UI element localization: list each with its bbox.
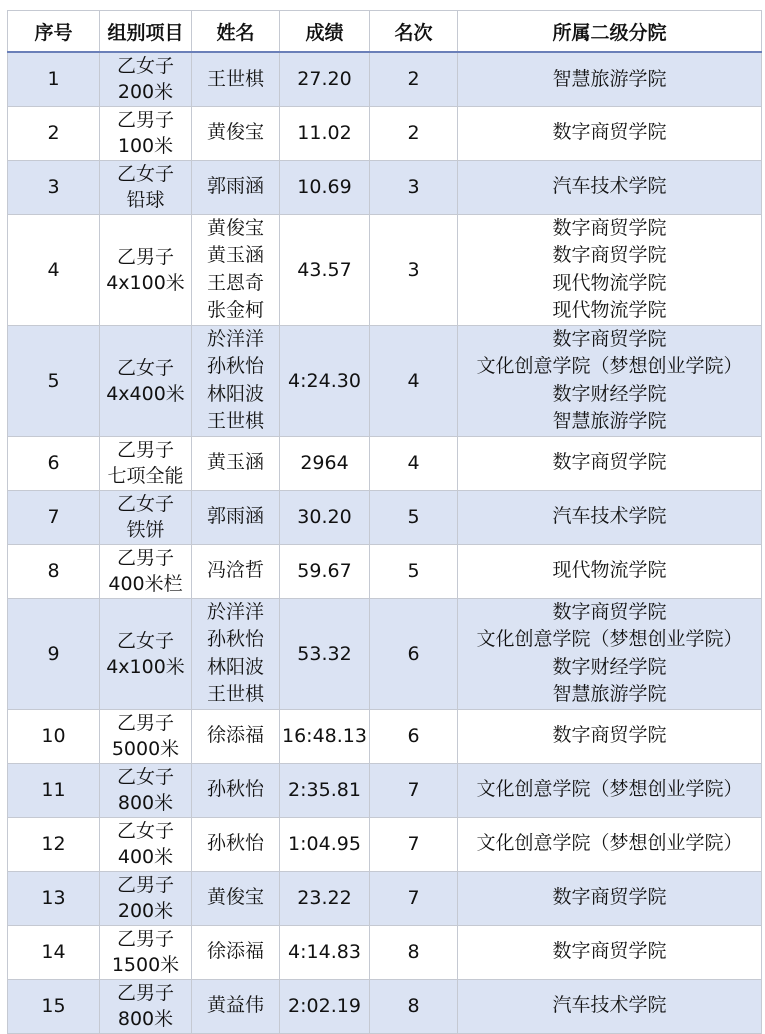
table-row — [8, 925, 762, 979]
cell-school — [458, 871, 762, 925]
athlete-name: 孙秋怡 — [206, 628, 264, 650]
school-name: 智慧旅游学院 — [552, 67, 667, 90]
cell-rank: 5 — [370, 490, 458, 544]
cell-school — [458, 709, 762, 763]
athlete-name: 孙秋怡 — [206, 832, 264, 855]
cell-serial: 10 — [8, 709, 100, 763]
cell-rank: 8 — [370, 979, 458, 1033]
event-line: 乙男子 — [116, 712, 174, 734]
athlete-name: 郭雨涵 — [206, 175, 264, 198]
cell-score: 2:02.19 — [280, 979, 370, 1033]
athlete-name: 孙秋怡 — [206, 355, 264, 377]
event-line: 1500米 — [111, 954, 180, 976]
event-line: 乙男子 — [116, 547, 174, 569]
school-name: 汽车技术学院 — [552, 505, 667, 528]
athlete-name: 林阳波 — [206, 655, 264, 678]
school-name: 数字商贸学院 — [552, 724, 667, 747]
cell-rank: 3 — [370, 214, 458, 325]
cell-rank: 6 — [370, 709, 458, 763]
event-line: 乙女子 — [116, 820, 174, 842]
cell-score: 10.69 — [280, 160, 370, 214]
table-row — [8, 544, 762, 598]
school-name: 现代物流学院 — [552, 271, 667, 294]
cell-school — [458, 214, 762, 325]
cell-score: 2964 — [280, 436, 370, 490]
table-row — [8, 106, 762, 160]
cell-serial: 2 — [8, 106, 100, 160]
athlete-name: 於洋洋 — [206, 600, 264, 623]
cell-score: 30.20 — [280, 490, 370, 544]
event-line: 800米 — [117, 1008, 174, 1030]
cell-event — [100, 598, 192, 709]
school-name: 文化创意学院（梦想创业学院） — [476, 778, 743, 801]
cell-event — [100, 52, 192, 106]
cell-score: 59.67 — [280, 544, 370, 598]
cell-score: 16:48.13 — [280, 709, 370, 763]
results-table-container — [7, 10, 761, 1034]
athlete-name: 王世棋 — [206, 683, 264, 705]
school-name: 现代物流学院 — [552, 559, 667, 582]
cell-event — [100, 436, 192, 490]
table-row — [8, 979, 762, 1033]
event-line: 乙女子 — [116, 163, 174, 185]
cell-names — [192, 544, 280, 598]
cell-names — [192, 817, 280, 871]
table-row — [8, 598, 762, 709]
header-school: 所属二级分院 — [458, 11, 762, 53]
cell-serial: 14 — [8, 925, 100, 979]
athlete-name: 王世棋 — [206, 410, 264, 432]
cell-serial: 3 — [8, 160, 100, 214]
header-event: 组别项目 — [100, 11, 192, 53]
athlete-name: 黄玉涵 — [206, 451, 264, 474]
athlete-name: 黄俊宝 — [206, 886, 264, 909]
table-body — [8, 52, 762, 1033]
school-name: 现代物流学院 — [552, 299, 667, 321]
cell-school — [458, 160, 762, 214]
table-row — [8, 709, 762, 763]
cell-score: 11.02 — [280, 106, 370, 160]
event-line: 400米 — [117, 846, 174, 868]
cell-names — [192, 160, 280, 214]
school-name: 数字财经学院 — [552, 655, 667, 678]
cell-serial: 9 — [8, 598, 100, 709]
cell-event — [100, 871, 192, 925]
cell-rank: 6 — [370, 598, 458, 709]
athlete-name: 孙秋怡 — [206, 778, 264, 801]
event-line: 乙男子 — [116, 928, 174, 950]
school-name: 智慧旅游学院 — [552, 410, 667, 432]
cell-score: 23.22 — [280, 871, 370, 925]
cell-rank: 3 — [370, 160, 458, 214]
athlete-name: 徐添福 — [206, 940, 264, 963]
event-line: 乙女子 — [116, 55, 174, 78]
cell-rank: 7 — [370, 763, 458, 817]
cell-school — [458, 325, 762, 436]
cell-names — [192, 436, 280, 490]
cell-names — [192, 52, 280, 106]
school-name: 数字商贸学院 — [552, 244, 667, 266]
cell-event — [100, 763, 192, 817]
school-name: 文化创意学院（梦想创业学院） — [476, 832, 743, 855]
cell-names — [192, 979, 280, 1033]
cell-serial: 4 — [8, 214, 100, 325]
cell-event — [100, 160, 192, 214]
school-name: 文化创意学院（梦想创业学院） — [476, 355, 743, 377]
cell-score: 43.57 — [280, 214, 370, 325]
event-line: 200米 — [117, 81, 174, 104]
cell-event — [100, 214, 192, 325]
cell-event — [100, 544, 192, 598]
event-line: 800米 — [117, 792, 174, 814]
table-header — [8, 11, 762, 53]
cell-score: 53.32 — [280, 598, 370, 709]
cell-school — [458, 817, 762, 871]
table-row — [8, 325, 762, 436]
cell-serial: 1 — [8, 52, 100, 106]
event-line: 乙女子 — [116, 356, 174, 379]
school-name: 数字商贸学院 — [552, 216, 667, 239]
cell-serial: 5 — [8, 325, 100, 436]
cell-names — [192, 709, 280, 763]
cell-event — [100, 709, 192, 763]
event-line: 5000米 — [111, 738, 180, 760]
school-name: 智慧旅游学院 — [552, 683, 667, 705]
event-line: 七项全能 — [107, 465, 184, 487]
cell-names — [192, 214, 280, 325]
event-line: 乙女子 — [116, 493, 174, 515]
cell-school — [458, 52, 762, 106]
athlete-name: 王世棋 — [206, 67, 264, 90]
cell-school — [458, 925, 762, 979]
cell-rank: 5 — [370, 544, 458, 598]
school-name: 汽车技术学院 — [552, 175, 667, 198]
cell-event — [100, 106, 192, 160]
cell-serial: 12 — [8, 817, 100, 871]
athlete-name: 徐添福 — [206, 724, 264, 747]
cell-score: 27.20 — [280, 52, 370, 106]
athlete-name: 於洋洋 — [206, 327, 264, 350]
athlete-name: 黄俊宝 — [206, 121, 264, 144]
cell-rank: 2 — [370, 52, 458, 106]
cell-serial: 6 — [8, 436, 100, 490]
cell-names — [192, 763, 280, 817]
school-name: 数字商贸学院 — [552, 886, 667, 909]
school-name: 数字商贸学院 — [552, 940, 667, 963]
event-line: 乙女子 — [116, 629, 174, 652]
cell-serial: 13 — [8, 871, 100, 925]
event-line: 乙男子 — [116, 109, 174, 131]
school-name: 文化创意学院（梦想创业学院） — [476, 628, 743, 650]
header-rank: 名次 — [370, 11, 458, 53]
event-line: 200米 — [117, 900, 174, 922]
header-score: 成绩 — [280, 11, 370, 53]
table-row — [8, 763, 762, 817]
athlete-name: 黄玉涵 — [206, 244, 264, 266]
event-line: 铅球 — [126, 189, 165, 211]
cell-rank: 2 — [370, 106, 458, 160]
cell-rank: 7 — [370, 871, 458, 925]
athlete-name: 黄俊宝 — [206, 216, 264, 239]
cell-names — [192, 490, 280, 544]
cell-school — [458, 436, 762, 490]
cell-score: 2:35.81 — [280, 763, 370, 817]
school-name: 汽车技术学院 — [552, 994, 667, 1017]
cell-serial: 15 — [8, 979, 100, 1033]
event-line: 4x100米 — [106, 271, 185, 294]
cell-school — [458, 106, 762, 160]
event-line: 100米 — [117, 135, 174, 157]
cell-serial: 11 — [8, 763, 100, 817]
school-name: 数字商贸学院 — [552, 451, 667, 474]
school-name: 数字商贸学院 — [552, 121, 667, 144]
cell-event — [100, 979, 192, 1033]
table-row — [8, 52, 762, 106]
event-line: 乙男子 — [116, 439, 174, 461]
event-line: 乙女子 — [116, 766, 174, 788]
cell-event — [100, 490, 192, 544]
cell-event — [100, 325, 192, 436]
event-line: 400米栏 — [108, 573, 183, 595]
event-line: 乙男子 — [116, 245, 174, 268]
cell-rank: 4 — [370, 436, 458, 490]
cell-rank: 8 — [370, 925, 458, 979]
athlete-name: 冯浛哲 — [206, 559, 264, 582]
cell-event — [100, 817, 192, 871]
table-row — [8, 160, 762, 214]
cell-rank: 7 — [370, 817, 458, 871]
cell-score: 4:24.30 — [280, 325, 370, 436]
school-name: 数字财经学院 — [552, 382, 667, 405]
cell-school — [458, 490, 762, 544]
cell-school — [458, 763, 762, 817]
cell-names — [192, 106, 280, 160]
cell-school — [458, 544, 762, 598]
athlete-name: 郭雨涵 — [206, 505, 264, 528]
table-row — [8, 817, 762, 871]
event-line: 4x100米 — [106, 655, 185, 678]
athlete-name: 张金柯 — [206, 299, 264, 321]
table-row — [8, 436, 762, 490]
table-row — [8, 214, 762, 325]
header-serial: 序号 — [8, 11, 100, 53]
cell-names — [192, 925, 280, 979]
school-name: 数字商贸学院 — [552, 327, 667, 350]
cell-rank: 4 — [370, 325, 458, 436]
cell-serial: 7 — [8, 490, 100, 544]
cell-score: 1:04.95 — [280, 817, 370, 871]
athlete-name: 王恩奇 — [206, 271, 264, 294]
event-line: 4x400米 — [106, 382, 185, 405]
results-table — [7, 10, 762, 1034]
cell-names — [192, 598, 280, 709]
cell-school — [458, 598, 762, 709]
cell-event — [100, 925, 192, 979]
event-line: 乙男子 — [116, 982, 174, 1004]
cell-school — [458, 979, 762, 1033]
header-name: 姓名 — [192, 11, 280, 53]
event-line: 乙男子 — [116, 874, 174, 896]
athlete-name: 林阳波 — [206, 382, 264, 405]
cell-names — [192, 871, 280, 925]
table-row — [8, 490, 762, 544]
athlete-name: 黄益伟 — [206, 994, 264, 1017]
header-row — [8, 11, 762, 53]
cell-names — [192, 325, 280, 436]
school-name: 数字商贸学院 — [552, 600, 667, 623]
cell-score: 4:14.83 — [280, 925, 370, 979]
table-row — [8, 871, 762, 925]
cell-serial: 8 — [8, 544, 100, 598]
event-line: 铁饼 — [126, 519, 165, 541]
